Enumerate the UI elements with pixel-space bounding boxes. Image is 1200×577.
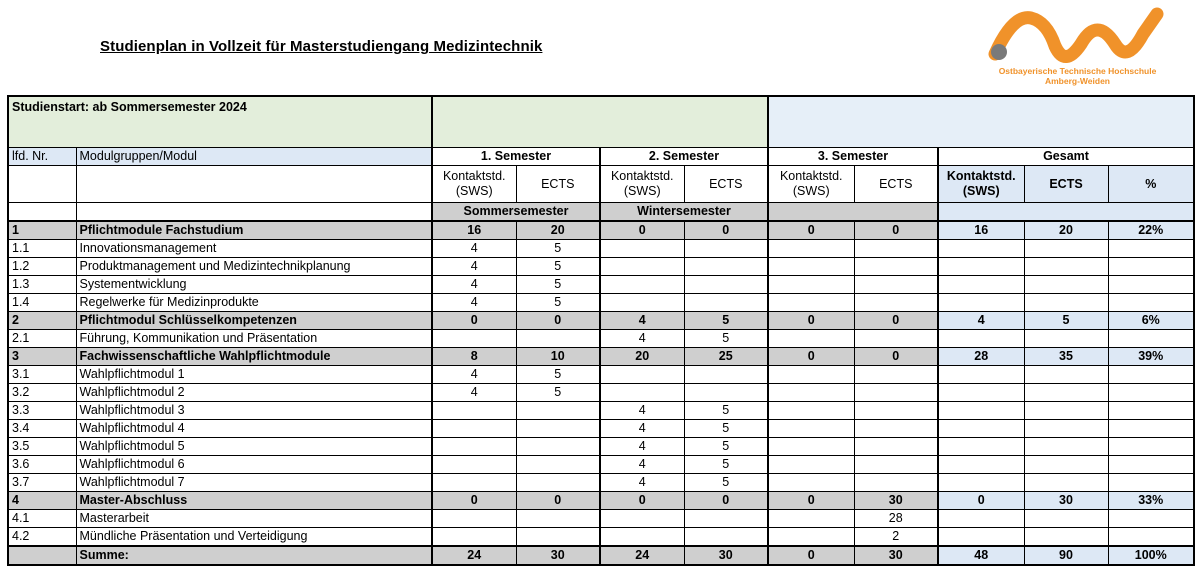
cell-s2e: 5 bbox=[684, 402, 768, 420]
row-nr: 1 bbox=[8, 221, 76, 240]
cell-gk bbox=[938, 294, 1024, 312]
module-group-row bbox=[8, 348, 1194, 366]
cell-s2e bbox=[684, 510, 768, 528]
cell-s1k: 4 bbox=[432, 258, 516, 276]
cell-s2k: 4 bbox=[600, 456, 684, 474]
studienstart-green-block bbox=[432, 96, 768, 148]
header-sem2: 2. Semester bbox=[600, 148, 768, 166]
header-sem3: 3. Semester bbox=[768, 148, 938, 166]
module-row bbox=[8, 240, 1194, 258]
cell-ge bbox=[1024, 258, 1108, 276]
cell-s2e: 5 bbox=[684, 420, 768, 438]
season-empty-3 bbox=[768, 203, 938, 222]
header-s2-ects: ECTS bbox=[684, 166, 768, 203]
summe-gk: 48 bbox=[938, 546, 1024, 565]
cell-s2e bbox=[684, 258, 768, 276]
cell-s1e: 5 bbox=[516, 294, 600, 312]
cell-s3k bbox=[768, 366, 854, 384]
cell-s1e: 5 bbox=[516, 258, 600, 276]
summe-s2e: 30 bbox=[684, 546, 768, 565]
cell-gp bbox=[1108, 276, 1194, 294]
cell-s1e bbox=[516, 528, 600, 547]
row-nr: 3.3 bbox=[8, 402, 76, 420]
cell-gk bbox=[938, 420, 1024, 438]
cell-s3e bbox=[854, 330, 938, 348]
cell-s1k: 4 bbox=[432, 240, 516, 258]
row-module-name: Innovationsmanagement bbox=[76, 240, 432, 258]
cell-s3k bbox=[768, 240, 854, 258]
module-group-row bbox=[8, 312, 1194, 330]
cell-gk: 28 bbox=[938, 348, 1024, 366]
cell-gp bbox=[1108, 510, 1194, 528]
cell-s2e: 5 bbox=[684, 474, 768, 492]
cell-s3e bbox=[854, 276, 938, 294]
cell-s1k: 4 bbox=[432, 294, 516, 312]
season-sommer: Sommersemester bbox=[432, 203, 600, 222]
summe-row bbox=[8, 546, 1194, 565]
cell-s3e bbox=[854, 474, 938, 492]
cell-s3e bbox=[854, 402, 938, 420]
row-nr: 4.2 bbox=[8, 528, 76, 547]
cell-ge bbox=[1024, 420, 1108, 438]
row-nr: 1.3 bbox=[8, 276, 76, 294]
cell-s3k: 0 bbox=[768, 312, 854, 330]
row-module-name: Masterarbeit bbox=[76, 510, 432, 528]
summe-s1e: 30 bbox=[516, 546, 600, 565]
cell-gp bbox=[1108, 330, 1194, 348]
header-s1-ects: ECTS bbox=[516, 166, 600, 203]
cell-s3k bbox=[768, 438, 854, 456]
cell-ge bbox=[1024, 276, 1108, 294]
module-row bbox=[8, 276, 1194, 294]
cell-s2k bbox=[600, 366, 684, 384]
row-module-name: Master-Abschluss bbox=[76, 492, 432, 510]
cell-s2k bbox=[600, 384, 684, 402]
header-s3-kontakt: Kontaktstd. (SWS) bbox=[768, 166, 854, 203]
row-module-name: Produktmanagement und Medizintechnikplanung bbox=[76, 258, 432, 276]
cell-gp bbox=[1108, 456, 1194, 474]
cell-s2k: 4 bbox=[600, 330, 684, 348]
cell-s2e bbox=[684, 528, 768, 547]
cell-s1k bbox=[432, 474, 516, 492]
cell-s3k: 0 bbox=[768, 492, 854, 510]
cell-ge bbox=[1024, 528, 1108, 547]
summe-s3e: 30 bbox=[854, 546, 938, 565]
cell-ge bbox=[1024, 240, 1108, 258]
logo-text-line2: Amberg-Weiden bbox=[1044, 76, 1111, 86]
row-module-name: Pflichtmodul Schlüsselkompetenzen bbox=[76, 312, 432, 330]
cell-s2e: 5 bbox=[684, 438, 768, 456]
summe-gp: 100% bbox=[1108, 546, 1194, 565]
cell-gp bbox=[1108, 438, 1194, 456]
cell-s2k: 4 bbox=[600, 312, 684, 330]
cell-gp bbox=[1108, 258, 1194, 276]
cell-s1k bbox=[432, 330, 516, 348]
cell-s1e bbox=[516, 456, 600, 474]
cell-s1e bbox=[516, 330, 600, 348]
cell-s1e: 20 bbox=[516, 221, 600, 240]
header-g-ects: ECTS bbox=[1024, 166, 1108, 203]
cell-ge: 20 bbox=[1024, 221, 1108, 240]
cell-gk bbox=[938, 276, 1024, 294]
summe-s2k: 24 bbox=[600, 546, 684, 565]
cell-s3k: 0 bbox=[768, 348, 854, 366]
cell-s2e bbox=[684, 366, 768, 384]
module-row bbox=[8, 330, 1194, 348]
row-module-name: Fachwissenschaftliche Wahlpflichtmodule bbox=[76, 348, 432, 366]
season-winter: Wintersemester bbox=[600, 203, 768, 222]
header-s1-kontakt: Kontaktstd. (SWS) bbox=[432, 166, 516, 203]
row-module-name: Wahlpflichtmodul 5 bbox=[76, 438, 432, 456]
season-empty-2 bbox=[76, 203, 432, 222]
header-gesamt: Gesamt bbox=[938, 148, 1194, 166]
cell-s2k: 0 bbox=[600, 492, 684, 510]
cell-ge bbox=[1024, 474, 1108, 492]
cell-gk bbox=[938, 402, 1024, 420]
cell-s2k bbox=[600, 240, 684, 258]
summe-ge: 90 bbox=[1024, 546, 1108, 565]
cell-gk bbox=[938, 438, 1024, 456]
logo-text-line1: Ostbayerische Technische Hochschule bbox=[998, 66, 1157, 76]
cell-gp: 39% bbox=[1108, 348, 1194, 366]
row-module-name: Wahlpflichtmodul 6 bbox=[76, 456, 432, 474]
cell-s2e: 5 bbox=[684, 456, 768, 474]
cell-gk bbox=[938, 240, 1024, 258]
cell-s3k bbox=[768, 276, 854, 294]
row-module-name: Pflichtmodule Fachstudium bbox=[76, 221, 432, 240]
module-row bbox=[8, 294, 1194, 312]
cell-s2k: 4 bbox=[600, 420, 684, 438]
header-s3-ects: ECTS bbox=[854, 166, 938, 203]
header-empty-2 bbox=[76, 166, 432, 203]
semester-header-row bbox=[8, 148, 1194, 166]
cell-gp: 33% bbox=[1108, 492, 1194, 510]
cell-gk: 0 bbox=[938, 492, 1024, 510]
cell-s1e bbox=[516, 438, 600, 456]
cell-s3k bbox=[768, 402, 854, 420]
row-module-name: Mündliche Präsentation und Verteidigung bbox=[76, 528, 432, 547]
cell-s2e bbox=[684, 276, 768, 294]
summe-s1k: 24 bbox=[432, 546, 516, 565]
row-module-name: Regelwerke für Medizinprodukte bbox=[76, 294, 432, 312]
row-nr: 4 bbox=[8, 492, 76, 510]
header-g-kontakt: Kontaktstd. (SWS) bbox=[938, 166, 1024, 203]
cell-s3k: 0 bbox=[768, 221, 854, 240]
cell-gp: 22% bbox=[1108, 221, 1194, 240]
cell-s1k bbox=[432, 510, 516, 528]
row-nr: 1.1 bbox=[8, 240, 76, 258]
cell-gp bbox=[1108, 294, 1194, 312]
row-nr: 4.1 bbox=[8, 510, 76, 528]
row-nr: 3.6 bbox=[8, 456, 76, 474]
row-nr: 3.7 bbox=[8, 474, 76, 492]
cell-s3e bbox=[854, 438, 938, 456]
cell-s1k bbox=[432, 438, 516, 456]
cell-ge: 5 bbox=[1024, 312, 1108, 330]
season-empty-gesamt bbox=[938, 203, 1194, 222]
cell-gk bbox=[938, 474, 1024, 492]
module-row bbox=[8, 420, 1194, 438]
season-empty-1 bbox=[8, 203, 76, 222]
cell-gk bbox=[938, 330, 1024, 348]
cell-s1e: 0 bbox=[516, 312, 600, 330]
module-row bbox=[8, 384, 1194, 402]
cell-s3k bbox=[768, 456, 854, 474]
cell-ge bbox=[1024, 330, 1108, 348]
cell-s3e bbox=[854, 456, 938, 474]
cell-s3e: 0 bbox=[854, 348, 938, 366]
module-row bbox=[8, 528, 1194, 547]
cell-gk bbox=[938, 456, 1024, 474]
cell-s1e: 10 bbox=[516, 348, 600, 366]
cell-s2k: 20 bbox=[600, 348, 684, 366]
cell-s3e: 2 bbox=[854, 528, 938, 547]
cell-s1e bbox=[516, 420, 600, 438]
cell-gk: 16 bbox=[938, 221, 1024, 240]
cell-gk bbox=[938, 528, 1024, 547]
studienstart-blue-block bbox=[768, 96, 1194, 148]
module-group-row bbox=[8, 492, 1194, 510]
studienstart-label: Studienstart: ab Sommersemester 2024 bbox=[8, 96, 432, 148]
cell-gp bbox=[1108, 240, 1194, 258]
module-row bbox=[8, 456, 1194, 474]
cell-s3e bbox=[854, 258, 938, 276]
cell-gk bbox=[938, 384, 1024, 402]
row-nr: 2.1 bbox=[8, 330, 76, 348]
cell-gk: 4 bbox=[938, 312, 1024, 330]
header-empty-1 bbox=[8, 166, 76, 203]
cell-s1k: 0 bbox=[432, 492, 516, 510]
cell-s2k bbox=[600, 276, 684, 294]
module-group-row bbox=[8, 221, 1194, 240]
cell-s2k bbox=[600, 294, 684, 312]
row-module-name: Systementwicklung bbox=[76, 276, 432, 294]
cell-s1e: 5 bbox=[516, 366, 600, 384]
cell-gk bbox=[938, 366, 1024, 384]
cell-s3e bbox=[854, 420, 938, 438]
cell-s3k bbox=[768, 258, 854, 276]
page-title: Studienplan in Vollzeit für Masterstudiengang Medizintechnik bbox=[100, 38, 543, 55]
column-header-row bbox=[8, 166, 1194, 203]
module-row bbox=[8, 510, 1194, 528]
cell-s3e: 0 bbox=[854, 221, 938, 240]
cell-s1k: 4 bbox=[432, 384, 516, 402]
cell-gp bbox=[1108, 420, 1194, 438]
header-modul: Modulgruppen/Modul bbox=[76, 148, 432, 166]
row-nr: 3.4 bbox=[8, 420, 76, 438]
cell-s2e bbox=[684, 384, 768, 402]
cell-s1e: 5 bbox=[516, 240, 600, 258]
cell-s2e: 25 bbox=[684, 348, 768, 366]
cell-s3k bbox=[768, 384, 854, 402]
cell-s2k: 4 bbox=[600, 438, 684, 456]
cell-s2k bbox=[600, 528, 684, 547]
cell-s1e: 0 bbox=[516, 492, 600, 510]
cell-ge bbox=[1024, 294, 1108, 312]
cell-s3k bbox=[768, 510, 854, 528]
cell-ge bbox=[1024, 438, 1108, 456]
cell-s2k: 4 bbox=[600, 474, 684, 492]
cell-gp bbox=[1108, 384, 1194, 402]
row-module-name: Wahlpflichtmodul 1 bbox=[76, 366, 432, 384]
cell-s1e bbox=[516, 402, 600, 420]
cell-s2k: 4 bbox=[600, 402, 684, 420]
cell-s2e bbox=[684, 294, 768, 312]
cell-gk bbox=[938, 510, 1024, 528]
header-g-percent: % bbox=[1108, 166, 1194, 203]
cell-s3e: 28 bbox=[854, 510, 938, 528]
module-row bbox=[8, 402, 1194, 420]
studienstart-row bbox=[8, 96, 1194, 148]
cell-s1k: 4 bbox=[432, 276, 516, 294]
row-module-name: Führung, Kommunikation und Präsentation bbox=[76, 330, 432, 348]
study-plan-table bbox=[7, 95, 1195, 566]
cell-ge bbox=[1024, 510, 1108, 528]
cell-ge: 30 bbox=[1024, 492, 1108, 510]
cell-s1e: 5 bbox=[516, 276, 600, 294]
summe-empty bbox=[8, 546, 76, 565]
cell-s3e bbox=[854, 384, 938, 402]
row-nr: 1.4 bbox=[8, 294, 76, 312]
cell-s2e: 0 bbox=[684, 492, 768, 510]
cell-s1k: 0 bbox=[432, 312, 516, 330]
header-lfd: lfd. Nr. bbox=[8, 148, 76, 166]
row-nr: 3.5 bbox=[8, 438, 76, 456]
cell-ge: 35 bbox=[1024, 348, 1108, 366]
cell-s1k bbox=[432, 420, 516, 438]
cell-s3k bbox=[768, 528, 854, 547]
cell-s1k: 8 bbox=[432, 348, 516, 366]
cell-s1e bbox=[516, 474, 600, 492]
cell-s1k bbox=[432, 528, 516, 547]
row-module-name: Wahlpflichtmodul 2 bbox=[76, 384, 432, 402]
cell-s3k bbox=[768, 330, 854, 348]
cell-ge bbox=[1024, 366, 1108, 384]
cell-s2e: 5 bbox=[684, 330, 768, 348]
cell-s3k bbox=[768, 294, 854, 312]
cell-gp bbox=[1108, 366, 1194, 384]
row-nr: 3.2 bbox=[8, 384, 76, 402]
cell-ge bbox=[1024, 402, 1108, 420]
cell-ge bbox=[1024, 384, 1108, 402]
cell-s1k: 4 bbox=[432, 366, 516, 384]
cell-gp bbox=[1108, 474, 1194, 492]
cell-s3e: 30 bbox=[854, 492, 938, 510]
row-module-name: Wahlpflichtmodul 7 bbox=[76, 474, 432, 492]
row-nr: 1.2 bbox=[8, 258, 76, 276]
season-row bbox=[8, 203, 1194, 222]
cell-s1e bbox=[516, 510, 600, 528]
module-row bbox=[8, 474, 1194, 492]
summe-label: Summe: bbox=[76, 546, 432, 565]
module-row bbox=[8, 366, 1194, 384]
module-row bbox=[8, 438, 1194, 456]
cell-s2e: 0 bbox=[684, 221, 768, 240]
row-nr: 2 bbox=[8, 312, 76, 330]
cell-s1e: 5 bbox=[516, 384, 600, 402]
cell-s3e bbox=[854, 366, 938, 384]
summe-s3k: 0 bbox=[768, 546, 854, 565]
cell-s1k bbox=[432, 402, 516, 420]
cell-s2e: 5 bbox=[684, 312, 768, 330]
cell-s2k bbox=[600, 510, 684, 528]
cell-s2k: 0 bbox=[600, 221, 684, 240]
cell-ge bbox=[1024, 456, 1108, 474]
cell-gp: 6% bbox=[1108, 312, 1194, 330]
cell-s1k: 16 bbox=[432, 221, 516, 240]
cell-s3k bbox=[768, 420, 854, 438]
row-nr: 3.1 bbox=[8, 366, 76, 384]
cell-s2e bbox=[684, 240, 768, 258]
cell-gp bbox=[1108, 528, 1194, 547]
header-s2-kontakt: Kontaktstd. (SWS) bbox=[600, 166, 684, 203]
cell-s3e: 0 bbox=[854, 312, 938, 330]
cell-s1k bbox=[432, 456, 516, 474]
header-sem1: 1. Semester bbox=[432, 148, 600, 166]
cell-s3e bbox=[854, 240, 938, 258]
cell-s3k bbox=[768, 474, 854, 492]
cell-s3e bbox=[854, 294, 938, 312]
cell-s2k bbox=[600, 258, 684, 276]
cell-gp bbox=[1108, 402, 1194, 420]
row-module-name: Wahlpflichtmodul 4 bbox=[76, 420, 432, 438]
cell-gk bbox=[938, 258, 1024, 276]
row-module-name: Wahlpflichtmodul 3 bbox=[76, 402, 432, 420]
row-nr: 3 bbox=[8, 348, 76, 366]
module-row bbox=[8, 258, 1194, 276]
